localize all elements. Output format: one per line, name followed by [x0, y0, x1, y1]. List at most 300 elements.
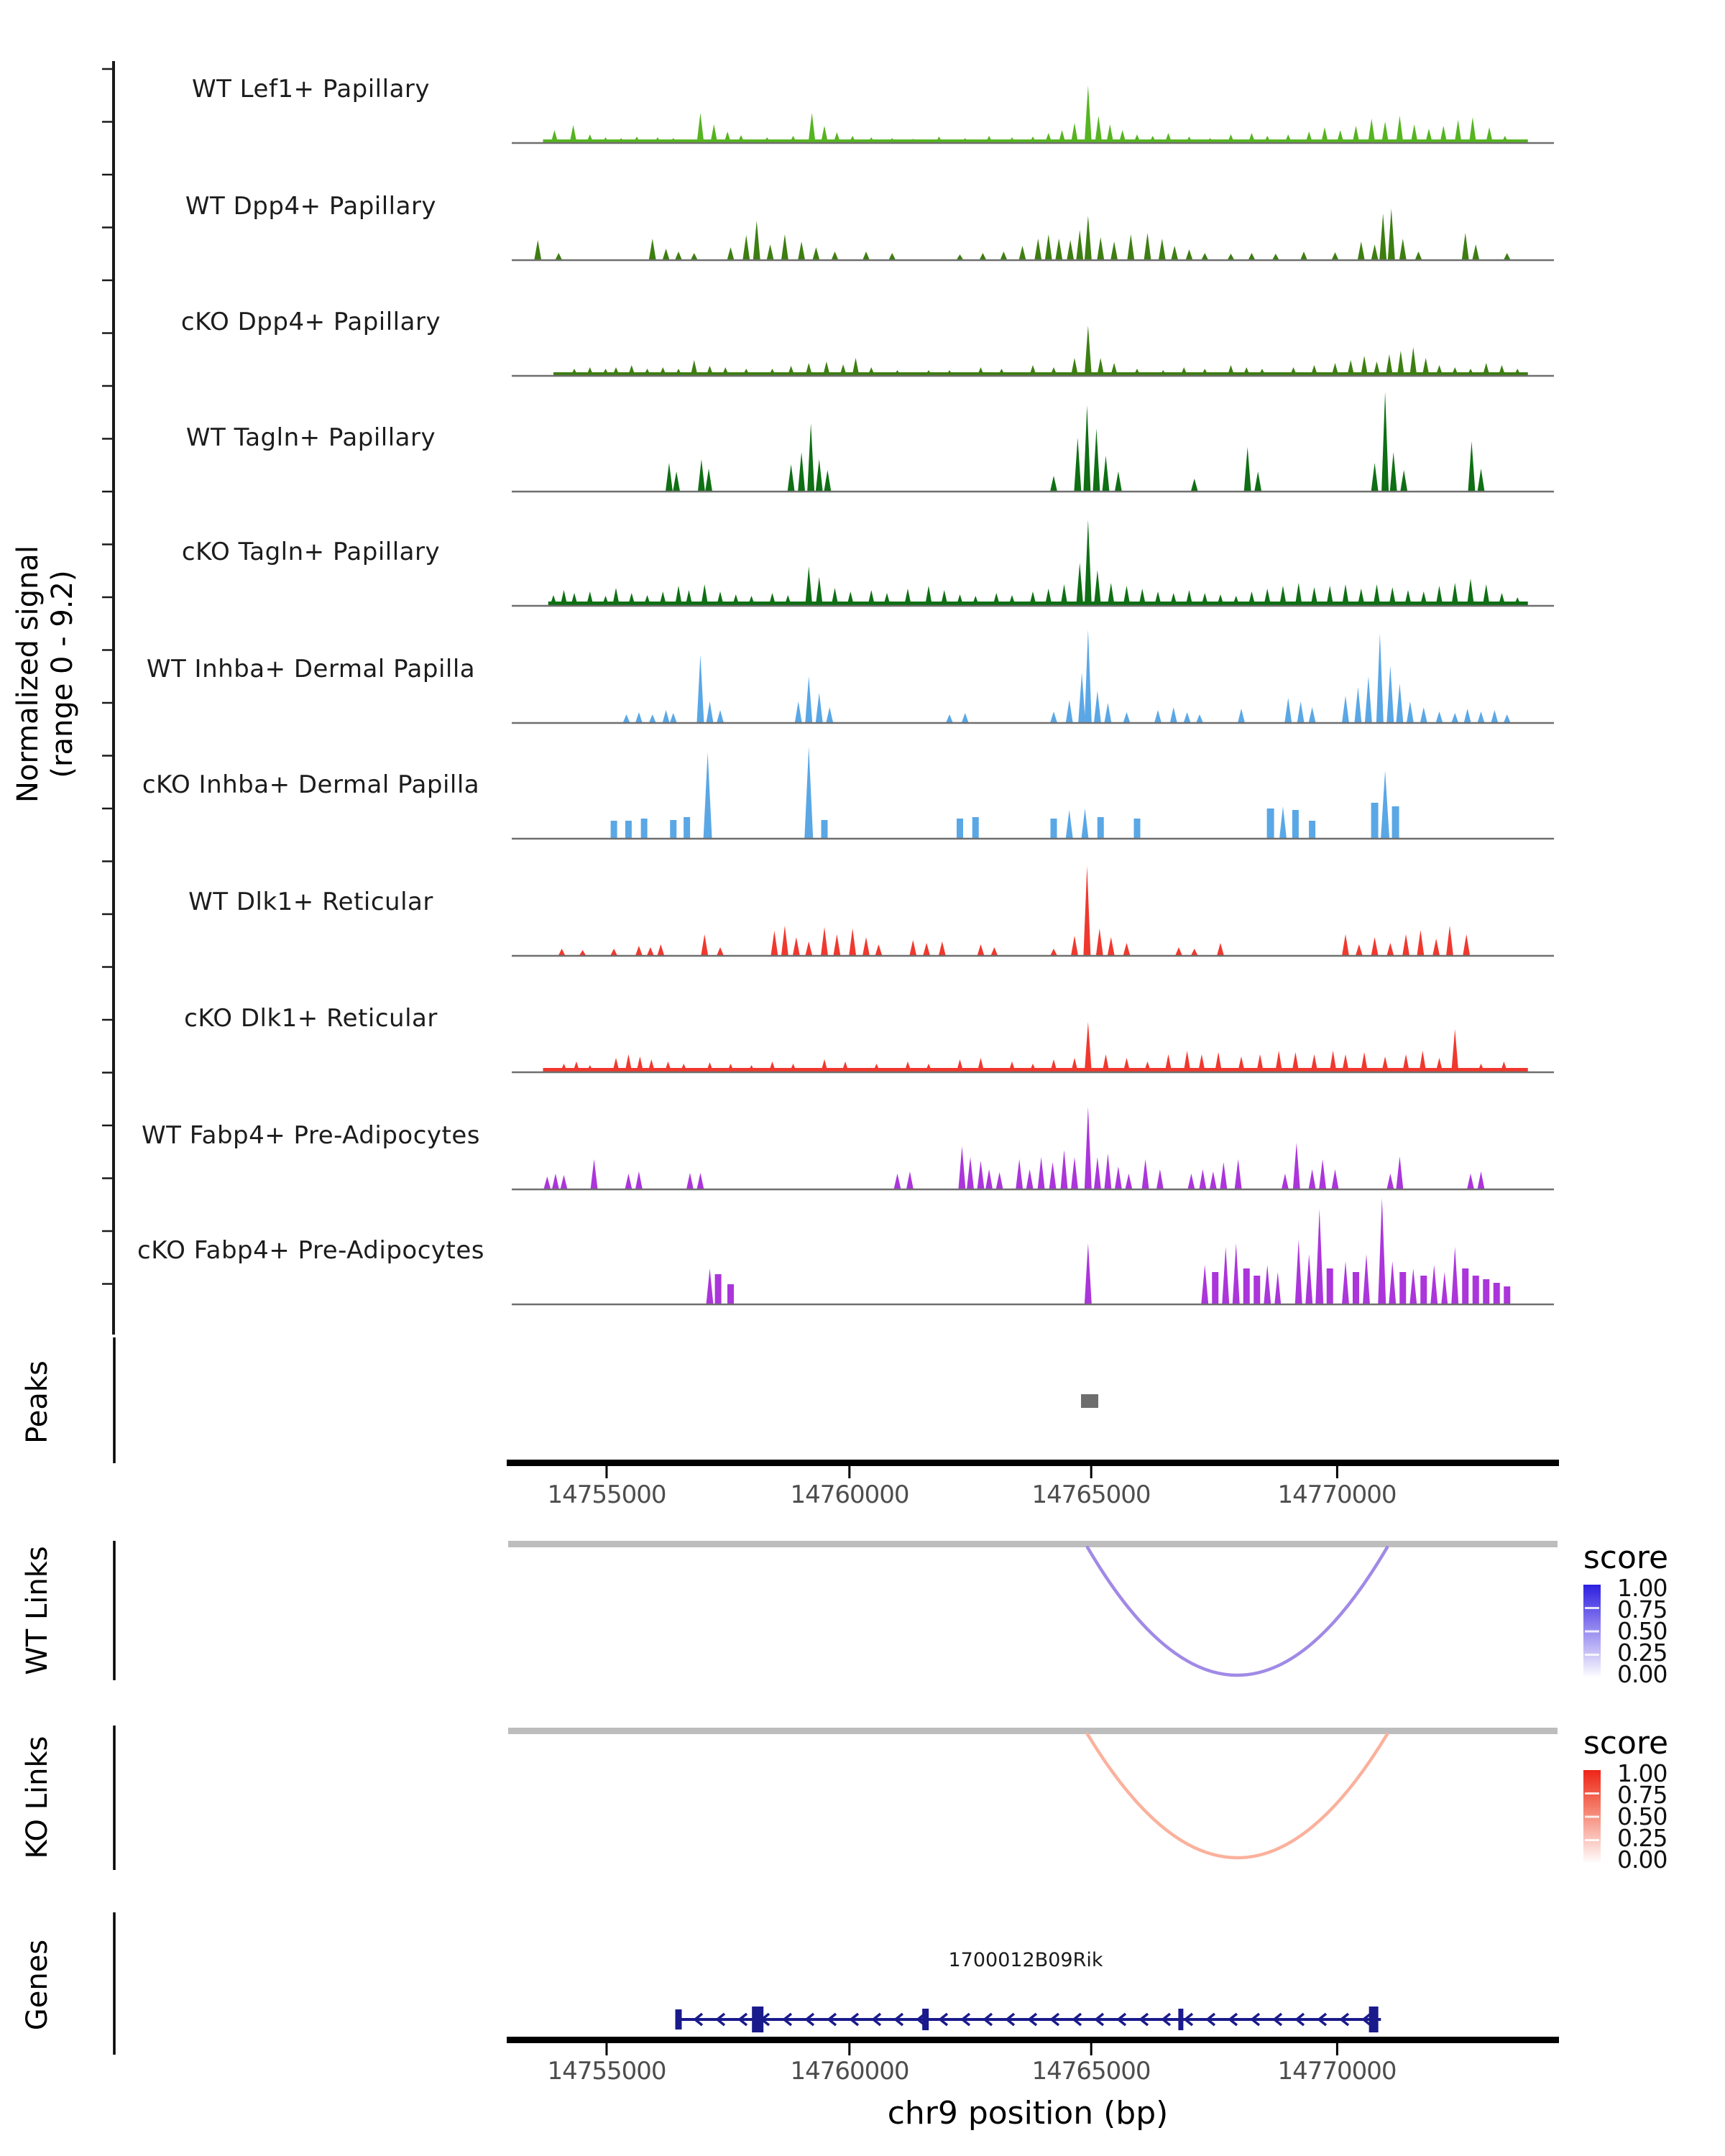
signal-peak [1309, 1169, 1316, 1189]
signal-peak [1076, 563, 1083, 606]
signal-peak [1295, 583, 1302, 606]
signal-peak [666, 463, 673, 492]
signal-peak [1055, 239, 1062, 260]
signal-peak [673, 471, 680, 492]
signal-peak [1210, 1171, 1217, 1189]
signal-peak [670, 713, 677, 723]
gene-name-label: 1700012B09Rik [948, 1949, 1103, 1971]
signal-peak [770, 931, 778, 956]
track-label-wt-inhba-dermal-papilla: WT Inhba+ Dermal Papilla [146, 655, 476, 683]
signal-peak [1104, 1153, 1111, 1189]
signal-peak [1279, 806, 1287, 839]
signal-peak [1371, 463, 1379, 492]
signal-peak [1311, 1054, 1318, 1072]
signal-peak [698, 459, 705, 492]
signal-peak [1462, 1268, 1468, 1304]
signal-peak [1381, 770, 1389, 839]
signal-peak [1342, 934, 1349, 956]
signal-peak [1123, 586, 1131, 606]
signal-peak [1083, 866, 1090, 956]
signal-peak [727, 1284, 734, 1304]
signal-peak [1491, 710, 1498, 723]
genomic-axis-tick-14770000: 14770000 [1277, 1480, 1397, 1509]
signal-peak [1451, 1247, 1458, 1304]
wt-legend-value-000: 0.00 [1617, 1660, 1668, 1688]
signal-peak [1156, 1169, 1164, 1189]
signal-peak [906, 1171, 914, 1189]
signal-peak [1045, 234, 1052, 260]
signal-peak [1473, 1276, 1479, 1304]
signal-peak [1254, 471, 1261, 492]
signal-peak [1415, 252, 1422, 260]
signal-peak [675, 586, 682, 606]
signal-peak [1500, 1061, 1507, 1072]
signal-peak [1103, 456, 1110, 492]
signal-peak [1290, 367, 1297, 376]
signal-peak [816, 577, 823, 606]
signal-peak [1420, 591, 1427, 606]
signal-peak [647, 947, 654, 956]
signal-peak [1321, 127, 1328, 143]
signal-peak [1305, 132, 1312, 143]
ko-links-range-bar [508, 1728, 1558, 1734]
signal-peak [571, 593, 578, 606]
signal-peak [636, 1056, 643, 1072]
signal-peak [586, 134, 594, 143]
signal-peak [1083, 405, 1090, 492]
signal-peak [710, 124, 717, 143]
signal-peak [591, 1159, 598, 1189]
signal-peak [1171, 246, 1178, 260]
signal-peak [1478, 711, 1485, 723]
signal-peak [1441, 1272, 1448, 1304]
signal-peak [1094, 1157, 1101, 1189]
genomic-axis-tick-14765000: 14765000 [1031, 1480, 1151, 1509]
signal-peak [1098, 817, 1104, 839]
wt-score-gradient-bar-tick [1585, 1631, 1599, 1633]
signal-peak [1354, 687, 1361, 723]
signal-peak [1361, 1052, 1368, 1072]
signal-peak [552, 1174, 559, 1189]
signal-peak [1472, 244, 1479, 260]
signal-peak [1326, 586, 1333, 606]
signal-peak [1451, 367, 1458, 376]
signal-peak [737, 135, 745, 143]
signal-peak [804, 747, 813, 839]
track-label-cko-inhba-dermal-papilla: cKO Inhba+ Dermal Papilla [142, 770, 480, 799]
signal-peak [1332, 1169, 1339, 1189]
signal-peak [657, 944, 664, 956]
signal-peak [822, 820, 828, 839]
signal-peak [1123, 943, 1131, 956]
signal-peak [1430, 1265, 1438, 1304]
signal-peak [1029, 365, 1036, 376]
signal-peak [993, 593, 1000, 606]
signal-peak [586, 367, 594, 376]
ko-legend-value-100: 1.00 [1617, 1759, 1668, 1787]
signal-peak [717, 710, 724, 723]
signal-peak [798, 452, 805, 492]
signal-peak [1342, 1261, 1349, 1304]
track-label-wt-dlk1-reticular: WT Dlk1+ Reticular [188, 888, 433, 916]
signal-peak [1402, 1054, 1409, 1072]
signal-peak [1392, 806, 1399, 839]
signal-peak [1319, 1159, 1326, 1189]
signal-track-4 [512, 520, 1554, 606]
signal-peak [1332, 363, 1339, 376]
signal-peak [1353, 126, 1360, 143]
signal-peak [824, 470, 831, 492]
signal-peak [1108, 583, 1115, 606]
signal-peak [1228, 254, 1235, 260]
signal-peak [1094, 570, 1101, 606]
signal-peak [628, 593, 635, 606]
signal-peak [1272, 254, 1279, 260]
signal-peak [1094, 691, 1101, 723]
track-label-cko-dlk1-reticular: cKO Dlk1+ Reticular [184, 1004, 438, 1033]
signal-peak [732, 594, 740, 606]
signal-peak [1486, 127, 1493, 143]
signal-peak [1184, 712, 1191, 723]
ko-legend-value-025: 0.25 [1617, 1824, 1668, 1852]
signal-peak [1356, 944, 1363, 956]
signal-peak [1436, 1058, 1443, 1072]
signal-peak [1478, 1171, 1485, 1189]
signal-peak [1327, 1268, 1333, 1304]
signal-peak [1374, 584, 1381, 606]
signal-peak [1436, 586, 1443, 606]
signal-peak [979, 253, 986, 260]
signal-peak [1499, 593, 1506, 606]
signal-peak [1051, 819, 1057, 839]
signal-peak [1095, 116, 1102, 143]
signal-peak [1483, 584, 1490, 606]
signal-peak [1275, 1051, 1282, 1072]
ko-legend-value-075: 0.75 [1617, 1781, 1668, 1809]
signal-peak [555, 253, 562, 260]
signal-peak [1464, 709, 1471, 723]
signal-peak [691, 253, 698, 260]
signal-peak [612, 367, 620, 376]
signal-peak [821, 927, 828, 956]
ko-legend-value-050: 0.50 [1617, 1802, 1668, 1830]
signal-peak [686, 590, 693, 606]
gene-exon [922, 2009, 929, 2030]
signal-peak [1311, 587, 1318, 606]
signal-peak [809, 113, 816, 143]
signal-peak [805, 676, 812, 723]
signal-peak [1462, 233, 1469, 260]
signal-peak [1103, 1054, 1110, 1072]
signal-peak [1110, 241, 1118, 260]
signal-peak [1201, 253, 1208, 260]
signal-peak [788, 464, 795, 492]
gene-model [676, 2007, 1381, 2032]
genomic-axis [507, 1460, 1559, 1466]
signal-peak [1191, 479, 1198, 492]
signal-peak [826, 707, 833, 723]
signal-peak [821, 126, 828, 143]
signal-peak [909, 940, 916, 956]
signal-peak [1085, 520, 1092, 606]
signal-peak [1279, 586, 1287, 606]
signal-peak [821, 1059, 828, 1072]
signal-peak [705, 469, 712, 492]
signal-peak [769, 1061, 776, 1072]
signal-peak [1417, 930, 1424, 956]
signal-peak [1142, 1159, 1149, 1189]
signal-peak [1297, 701, 1305, 723]
signal-peak [1409, 347, 1417, 376]
wt-legend-value-075: 0.75 [1617, 1595, 1668, 1623]
signal-track-7 [512, 866, 1554, 956]
signal-peak [1386, 1174, 1394, 1189]
signal-peak [561, 1175, 568, 1189]
signal-peak [1478, 469, 1485, 492]
signal-peak [847, 591, 854, 606]
signal-peak [1504, 1286, 1510, 1304]
peak-interval-box [1081, 1394, 1098, 1408]
genomic-axis-tick-14755000: 14755000 [547, 1480, 666, 1509]
signal-peak [1248, 133, 1256, 143]
signal-peak [1123, 1058, 1131, 1072]
signal-peak [1389, 1261, 1396, 1304]
signal-peak [707, 366, 714, 376]
signal-peak [1342, 584, 1349, 606]
signal-peak [1085, 1022, 1092, 1072]
signal-peak [1243, 1268, 1250, 1304]
signal-peak [724, 132, 731, 143]
signal-peak [1187, 1174, 1195, 1189]
signal-peak [1108, 937, 1115, 956]
signal-peak [1381, 121, 1389, 143]
signal-peak [781, 234, 788, 260]
gene-exon [1369, 2007, 1379, 2032]
signal-peak [1038, 1157, 1045, 1189]
x-axis-title: chr9 position (bp) [887, 2095, 1169, 2132]
signal-peak [649, 239, 656, 260]
signal-peak [996, 1172, 1003, 1189]
signal-peak [1284, 698, 1292, 723]
signal-peak [957, 594, 964, 606]
signal-peak [1175, 947, 1182, 956]
signal-peak [805, 941, 812, 956]
signal-track-6 [512, 747, 1554, 839]
signal-peak [1311, 365, 1318, 376]
signal-peak [939, 941, 946, 956]
signal-peak [769, 593, 776, 606]
signal-peak [784, 595, 791, 606]
signal-peak [742, 235, 750, 260]
signal-peak [957, 1059, 964, 1072]
signal-peak [862, 252, 870, 260]
signal-peak [1067, 240, 1074, 260]
signal-peak [1244, 447, 1251, 492]
signal-peak [543, 1176, 551, 1189]
signal-peak [610, 949, 617, 956]
signal-peak [795, 701, 802, 723]
signal-peak [648, 1059, 655, 1072]
signal-peak [1469, 117, 1476, 143]
signal-peak [586, 591, 594, 606]
signal-peak [1138, 589, 1146, 606]
track-label-wt-lef1-papillary: WT Lef1+ Papillary [191, 75, 431, 103]
y-axis-label-line2: (range 0 - 9.2) [46, 570, 79, 778]
signal-peak [1220, 1162, 1227, 1189]
signal-peak [1332, 252, 1339, 260]
signal-peak [717, 947, 724, 956]
signal-peak [1201, 593, 1208, 606]
signal-peak [727, 247, 735, 260]
signal-peak [1045, 133, 1052, 143]
signal-peak [1494, 1283, 1500, 1304]
signal-peak [978, 1058, 985, 1072]
signal-peak [1066, 810, 1073, 839]
signal-peak [1368, 119, 1375, 143]
signal-peak [1256, 1054, 1264, 1072]
section-label-peaks: Peaks [21, 1360, 54, 1444]
signal-peak [958, 1146, 965, 1189]
signal-peak [1212, 1272, 1218, 1304]
signal-peak [1309, 707, 1316, 723]
signal-peak [972, 596, 979, 606]
signal-peak [1451, 713, 1458, 723]
ko-links-arc [1087, 1734, 1387, 1858]
signal-peak [904, 1061, 911, 1072]
signal-peak [1061, 584, 1068, 606]
signal-peak [748, 596, 755, 606]
signal-peak [1358, 241, 1365, 260]
signal-peak [1282, 1174, 1289, 1189]
signal-peak [696, 113, 704, 143]
signal-peak [1061, 1150, 1068, 1189]
signal-peak [635, 1171, 643, 1189]
signal-track-10 [512, 1198, 1554, 1304]
signal-peak [1436, 365, 1443, 376]
signal-peak [1059, 130, 1066, 143]
y-axis-label [11, 387, 80, 962]
signal-peak [659, 367, 666, 376]
x-axis-tick-14755000: 14755000 [547, 2057, 666, 2086]
signal-peak [1397, 351, 1404, 376]
signal-peak [707, 1062, 714, 1072]
signal-peak [1106, 124, 1113, 143]
signal-peak [1293, 1143, 1300, 1189]
signal-peak [805, 363, 812, 376]
signal-peak [1233, 1243, 1240, 1304]
track-label-cko-fabp4-pre-adipocytes: cKO Fabp4+ Pre-Adipocytes [137, 1236, 484, 1265]
signal-peak [816, 459, 823, 492]
signal-peak [1071, 1157, 1078, 1189]
signal-peak [635, 946, 643, 956]
signal-peak [985, 1169, 993, 1189]
signal-peak [1191, 949, 1198, 956]
signal-peak [1483, 363, 1490, 376]
signal-peak [1125, 1174, 1132, 1189]
signal-track-3 [512, 392, 1554, 492]
signal-peak [1499, 365, 1506, 376]
signal-peak [1029, 591, 1036, 606]
signal-peak [816, 693, 823, 723]
wt-legend-value-050: 0.50 [1617, 1617, 1668, 1645]
signal-peak [1386, 354, 1393, 376]
signal-peak [1217, 943, 1224, 956]
signal-peak [570, 125, 577, 143]
signal-peak [832, 588, 839, 606]
signal-peak [1400, 470, 1407, 492]
wt-legend-value-025: 0.25 [1617, 1639, 1668, 1667]
signal-peak [1165, 133, 1172, 143]
signal-peak [1436, 711, 1443, 723]
signal-peak [1446, 926, 1453, 956]
signal-peak [665, 1061, 672, 1072]
signal-peak [978, 1161, 985, 1189]
signal-peak [1337, 130, 1344, 143]
signal-peak [561, 590, 568, 606]
signal-peak [1228, 134, 1235, 143]
signal-peak [842, 1061, 849, 1072]
signal-peak [1071, 936, 1078, 956]
signal-peak [715, 1274, 722, 1304]
signal-peak [1050, 367, 1057, 376]
signal-peak [1050, 949, 1057, 956]
signal-peak [972, 817, 979, 839]
signal-peak [1315, 1209, 1323, 1304]
signal-peak [1127, 234, 1134, 260]
ko-score-gradient-bar-tick [1585, 1839, 1599, 1841]
signal-peak [1467, 579, 1474, 606]
signal-peak [623, 714, 630, 723]
signal-peak [1110, 363, 1118, 376]
signal-peak [1170, 707, 1177, 723]
signal-peak [849, 929, 856, 956]
signal-peak [644, 595, 651, 606]
signal-peak [868, 367, 875, 376]
signal-peak [1071, 123, 1078, 143]
signal-peak [1228, 365, 1235, 376]
wt-score-gradient-bar-tick [1585, 1654, 1599, 1656]
track-label-wt-dpp4-papillary: WT Dpp4+ Papillary [185, 192, 437, 221]
x-axis-tick-14765000: 14765000 [1031, 2057, 1151, 2086]
signal-peak [1504, 714, 1511, 723]
signal-peak [1186, 249, 1193, 260]
track-label-wt-tagln-papillary: WT Tagln+ Papillary [185, 423, 436, 452]
track-label-cko-dpp4-papillary: cKO Dpp4+ Papillary [180, 308, 441, 336]
signal-track-0 [512, 86, 1554, 143]
wt-legend-value-100: 1.00 [1617, 1574, 1668, 1602]
signal-peak [1215, 1052, 1222, 1072]
signal-peak [701, 584, 708, 606]
signal-peak [1085, 1107, 1092, 1189]
signal-peak [1248, 253, 1256, 260]
signal-track-9 [512, 1107, 1554, 1189]
signal-peak [1396, 1156, 1403, 1189]
signal-peak [753, 221, 760, 260]
signal-peak [1420, 1276, 1427, 1304]
x-axis [507, 2037, 1559, 2043]
signal-peak [1365, 676, 1372, 723]
signal-peak [1390, 452, 1397, 492]
signal-peak [628, 365, 635, 376]
signal-peak [1115, 471, 1122, 492]
signal-peak [868, 590, 875, 606]
signal-peak [625, 1054, 632, 1072]
signal-peak [1407, 701, 1414, 723]
signal-peak [888, 253, 896, 260]
ko-score-gradient-bar-tick [1585, 1816, 1599, 1818]
signal-peak [1264, 589, 1271, 606]
signal-peak [1096, 929, 1103, 956]
